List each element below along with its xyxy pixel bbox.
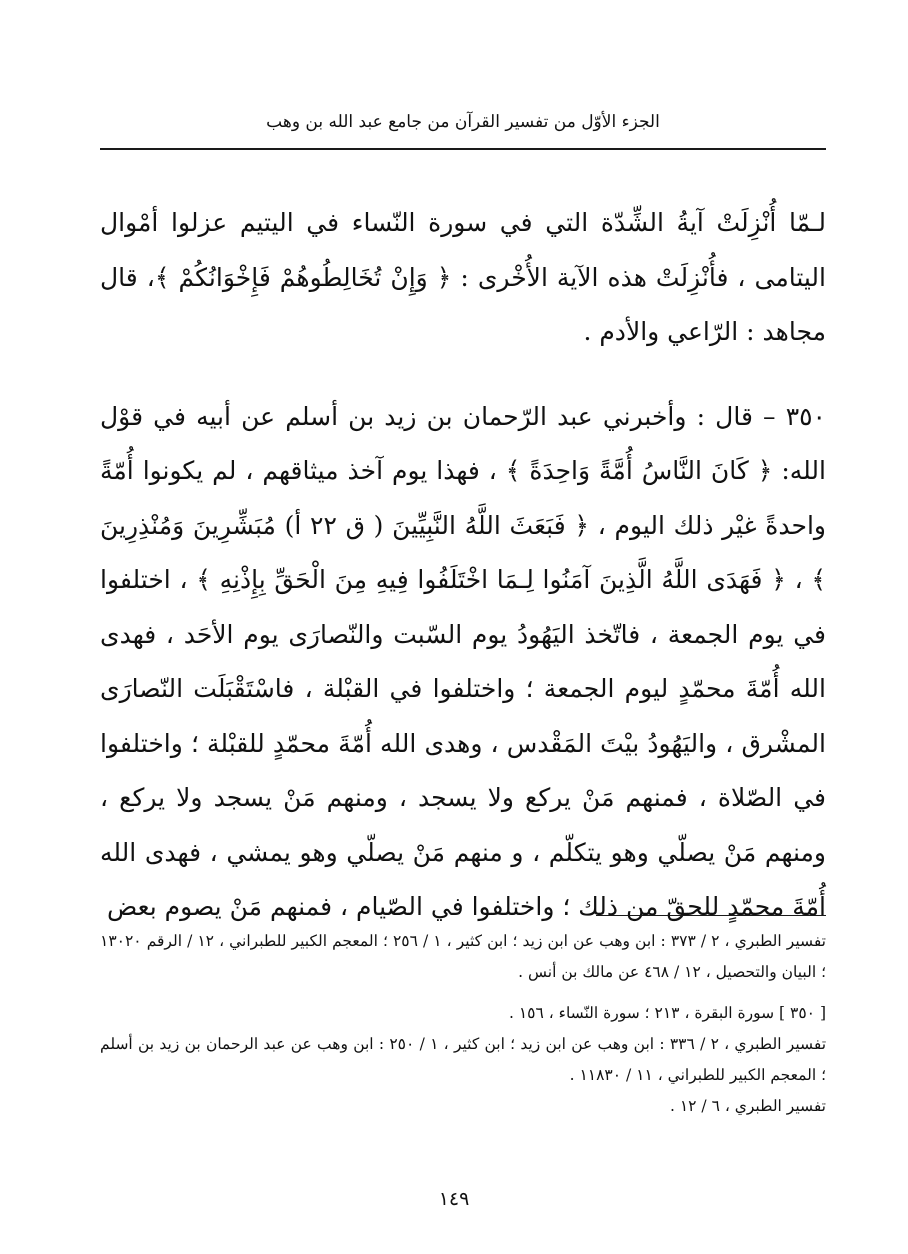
paragraph-narration-350: ٣٥٠ – قال : وأخبرني عبد الرّحمان بن زيد بن أسلم عن أبيه في قوْل الله: ﴿ كَانَ النَّاسُ أُمَّةً وَاحِدَةً ﴾ ، فهذا يوم آخذ ميثاقهم ، لم يكونوا أُمّةً واحدةً غيْر ذلك اليوم ، ﴿ فَبَعَثَ اللَّهُ النَّبِيِّينَ ( ق ٢٢ أ) مُبَشِّرِينَ وَمُنْذِرِينَ ﴾ ، ﴿ فَهَدَى اللَّهُ الَّذِينَ آمَنُوا لِـمَا اخْتَلَفُوا فِيهِ مِنَ الْحَقِّ بِإِذْنِهِ ﴾ ، اختلفوا في يوم الجمعة ، فاتّخذ اليَهُودُ يوم السّبت والنّصارَى يوم الأحَد ، فهدى الله أُمّةَ محمّدٍ ليوم الجمعة ؛ واختلفوا في القبْلة ، فاسْتَقْبَلَت النّصارَى المشْرق ، واليَهُودُ بيْتَ المَقْدس ، وهدى الله أُمّةَ محمّدٍ للقبْلة ؛ واختلفوا في الصّلاة ، فمنهم مَنْ يركع ولا يسجد ، ومنهم مَنْ يسجد ولا يركع ، ومنهم مَنْ يصلّي وهو يتكلّم ، و منهم مَنْ يصلّي وهو يمشي ، فهدى الله أُمّةَ محمّدٍ للحقّ من ذلك ؛ واختلفوا في الصّيام ، فمنهم مَنْ يصوم بعض — [100, 401, 826, 921]
page-number: ١٤٩ — [438, 1188, 470, 1210]
footnote-tabari: تفسير الطبري ، ٦ / ١٢ . — [669, 1097, 826, 1115]
footnote-quran-refs: [ ٣٥٠ ] سورة البقرة ، ٢١٣ ؛ سورة النّساء ، ١٥٦ . — [508, 1004, 826, 1022]
main-text — [100, 196, 826, 935]
running-header: الجزء الأوّل من تفسير القرآن من جامع عبد الله بن وهب — [266, 112, 660, 132]
footnote-sources-350: تفسير الطبري ، ٢ / ٣٣٦ : ابن وهب عن ابن زيد ؛ ابن كثير ، ١ / ٢٥٠ : ابن وهب عن عبد الرحمان بن زيد بن أسلم ؛ المعجم الكبير للطبراني ، ١١ / ١١٨٣٠ . — [100, 1035, 827, 1084]
header-rule — [100, 148, 826, 150]
paragraph-continuation: لـمّا أُنْزِلَتْ آيةُ الشِّدّة التي في سورة النّساء في اليتيم عزلوا أمْوال اليتامى ، فأُنْزِلَتْ هذه الآية الأُخْرى : ﴿ وَإِنْ تُخَالِطُوهُمْ فَإِخْوَانُكُمْ ﴾، قال مجاهد : الرّاعي والأدم . — [100, 208, 826, 346]
footnote-rule — [596, 915, 826, 916]
footnotes — [100, 926, 826, 1122]
footnote-sources-prev: تفسير الطبري ، ٢ / ٣٧٣ : ابن وهب عن ابن زيد ؛ ابن كثير ، ١ / ٢٥٦ ؛ المعجم الكبير للطبراني ، ١٢ / الرقم ١٣٠٢٠ ؛ البيان والتحصيل ، ١٢ / ٤٦٨ عن مالك بن أنس . — [100, 932, 826, 981]
